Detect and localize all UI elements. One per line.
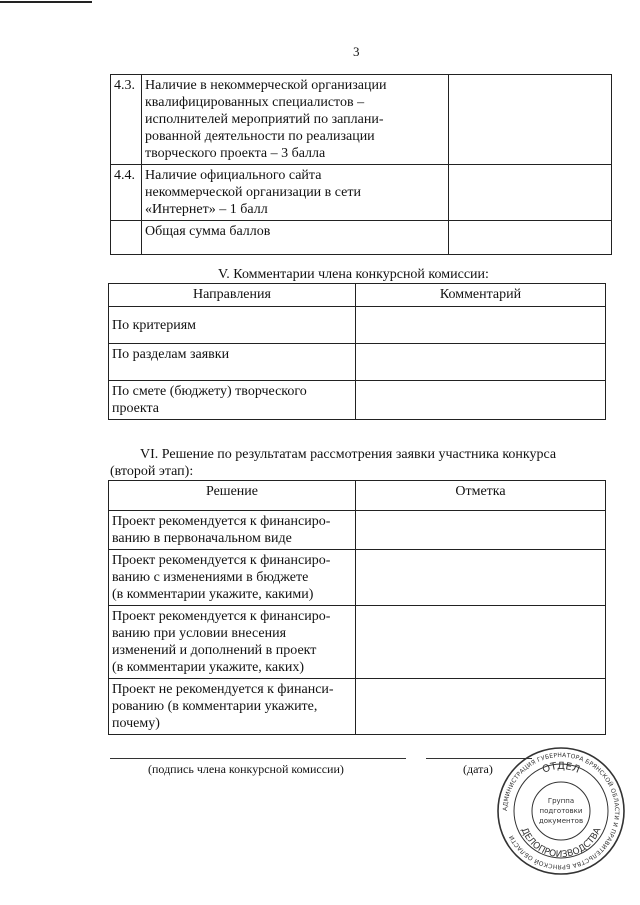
table-header-row	[109, 284, 606, 307]
column-header: Комментарий	[356, 284, 606, 307]
text-line: изменений и дополнений в проект	[112, 643, 317, 658]
date-label: (дата)	[463, 762, 493, 776]
stamp-center-line: Группа	[547, 797, 575, 805]
signature-line[interactable]	[110, 758, 406, 759]
text-line: рованной деятельности по реализации	[145, 129, 375, 144]
column-header: Решение	[109, 481, 356, 511]
header-rule	[0, 1, 92, 3]
stamp-arc-top: ОТДЕЛ	[540, 760, 582, 776]
text-line: ванию в первоначальном виде	[112, 531, 292, 546]
decision-cell	[109, 679, 356, 735]
text-line: (в комментарии укажите, каких)	[112, 660, 305, 675]
text-line: рованию (в комментарии укажите,	[112, 699, 318, 714]
stamp-ring-text: АДМИНИСТРАЦИЯ ГУБЕРНАТОРА БРЯНСКОЙ ОБЛАСТИ И ПРАВИТЕЛЬСТВА БРЯНСКОЙ ОБЛАСТИ	[501, 751, 621, 871]
comment-cell[interactable]	[356, 307, 606, 344]
text-line: Проект рекомендуется к финансиро-	[112, 514, 331, 529]
text-line: квалифицированных специалистов –	[145, 95, 365, 110]
row-number: 4.4.	[111, 165, 142, 221]
text-line: Наличие в некоммерческой организации	[145, 78, 387, 93]
table-row	[111, 221, 612, 255]
text-line: некоммерческой организации в сети	[145, 185, 361, 200]
section5-title: V. Комментарии члена конкурсной комиссии:	[218, 267, 489, 282]
stamp-center-line: подготовки	[539, 807, 583, 815]
row-number: 4.3.	[111, 75, 142, 165]
criteria-table	[110, 74, 612, 255]
comment-cell[interactable]	[356, 344, 606, 381]
text-line: По критериям	[112, 317, 197, 333]
mark-cell[interactable]	[356, 606, 606, 679]
criterion-text	[142, 165, 449, 221]
score-cell[interactable]	[449, 165, 612, 221]
text-line: ванию с изменениями в бюджете	[112, 570, 309, 585]
mark-cell[interactable]	[356, 679, 606, 735]
text-line: По смете (бюджету) творческого	[112, 384, 307, 399]
stamp-arc-bottom: ДЕЛОПРОИЗВОДСТВА	[518, 826, 604, 861]
direction-cell	[109, 307, 356, 344]
text-line: «Интернет» – 1 балл	[145, 202, 268, 217]
signature-label: (подпись члена конкурсной комиссии)	[148, 762, 344, 776]
table-row	[111, 165, 612, 221]
text-line: (в комментарии укажите, какими)	[112, 587, 314, 602]
page-number: 3	[353, 44, 360, 59]
score-cell[interactable]	[449, 221, 612, 255]
comment-cell[interactable]	[356, 381, 606, 420]
direction-cell	[109, 381, 356, 420]
comments-table	[108, 283, 606, 420]
direction-cell	[109, 344, 356, 381]
text-line: проекта	[112, 401, 159, 416]
table-row	[109, 344, 606, 381]
text-line: Наличие официального сайта	[145, 168, 322, 183]
table-row	[111, 75, 612, 165]
table-header-row	[109, 481, 606, 511]
row-number	[111, 221, 142, 255]
decision-table	[108, 480, 606, 735]
text-line: ванию при условии внесения	[112, 626, 287, 641]
stamp-center-line: документов	[538, 817, 584, 825]
text-line: (второй этап):	[110, 464, 194, 479]
table-row	[109, 381, 606, 420]
table-row	[109, 307, 606, 344]
mark-cell[interactable]	[356, 550, 606, 606]
total-score-label	[142, 221, 449, 255]
criterion-text	[142, 75, 449, 165]
svg-text:ОТДЕЛ	[541, 761, 581, 776]
mark-cell[interactable]	[356, 511, 606, 550]
decision-cell	[109, 511, 356, 550]
table-row	[109, 606, 606, 679]
official-stamp-seal	[495, 745, 627, 877]
column-header: Направления	[109, 284, 356, 307]
text-line: VI. Решение по результатам рассмотрения заявки участника конкурса	[140, 447, 557, 462]
table-row	[109, 679, 606, 735]
text-line: Общая сумма баллов	[145, 224, 271, 239]
table-row	[109, 550, 606, 606]
text-line: творческого проекта – 3 балла	[145, 146, 326, 161]
text-line: почему)	[112, 716, 160, 731]
decision-cell	[109, 550, 356, 606]
section6-title	[110, 446, 556, 480]
column-header: Отметка	[356, 481, 606, 511]
table-row	[109, 511, 606, 550]
text-line: Проект рекомендуется к финансиро-	[112, 553, 331, 568]
text-line: По разделам заявки	[112, 347, 230, 362]
decision-cell	[109, 606, 356, 679]
text-line: исполнителей мероприятий по заплани-	[145, 112, 384, 127]
text-line: Проект не рекомендуется к финанси-	[112, 682, 334, 697]
text-line: Проект рекомендуется к финансиро-	[112, 609, 331, 624]
score-cell[interactable]	[449, 75, 612, 165]
